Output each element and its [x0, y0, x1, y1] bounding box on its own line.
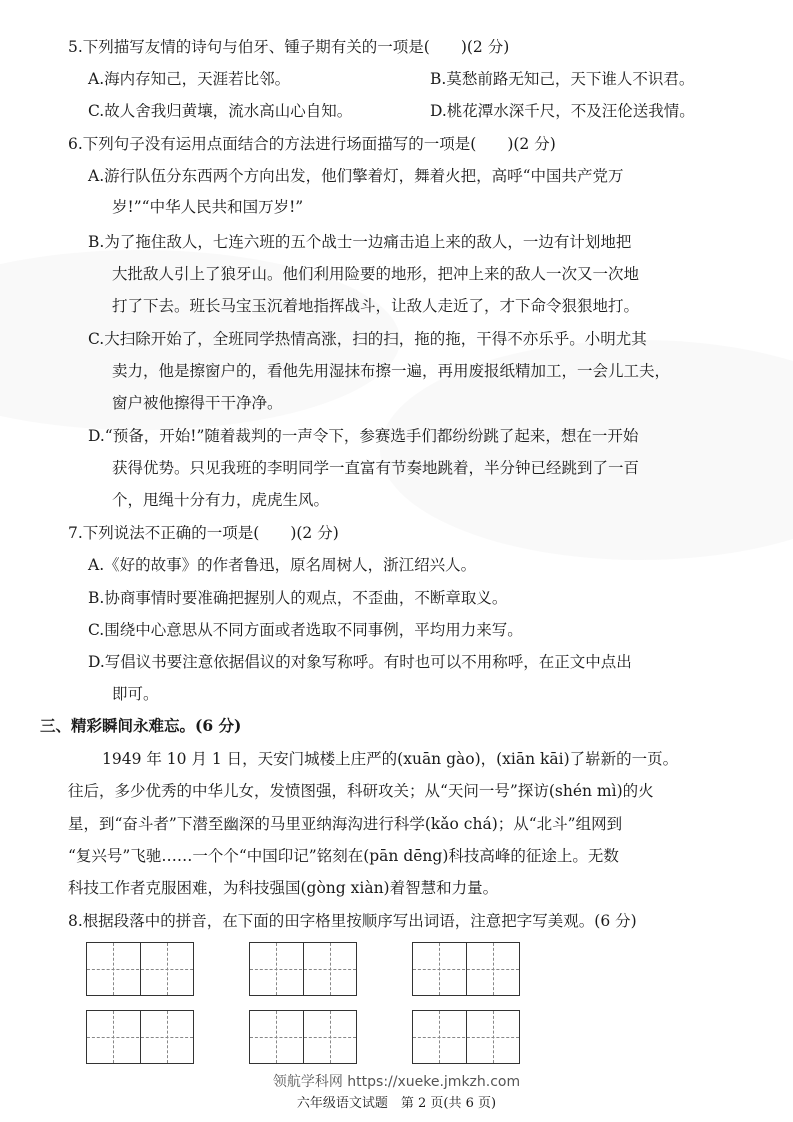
- question-6-option-line: C.大扫除开始了，全班同学热情高涨，扫的扫，拖的拖，干得不亦乐乎。小明尤其: [88, 330, 647, 348]
- question-7-option-line: 即可。: [112, 685, 159, 703]
- passage-line: 往后，多少优秀的中华儿女，发愤图强，科研攻关；从“天问一号”探访(shén mì)的火: [68, 782, 654, 800]
- question-6-option-line: B.为了拖住敌人，七连六班的五个战士一边痛击追上来的敌人，一边有计划地把: [88, 233, 632, 251]
- watermark: 领航学科网 https://xueke.jmkzh.com: [272, 1074, 521, 1090]
- writing-grid[interactable]: [86, 1010, 194, 1064]
- question-6-option-line: 大批敌人引上了狼牙山。他们利用险要的地形，把冲上来的敌人一次又一次地: [112, 265, 640, 283]
- question-5-option-a: A.海内存知己，天涯若比邻。: [88, 70, 291, 88]
- question-7-option-line: C.围绕中心意思从不同方面或者选取不同事例，平均用力来写。: [88, 621, 523, 639]
- question-6-option-line: 个，甩绳十分有力，虎虎生风。: [112, 491, 330, 509]
- section-3-title: 三、精彩瞬间永难忘。(6 分): [40, 716, 242, 735]
- question-6-option-line: 卖力，他是擦窗户的，看他先用湿抹布擦一遍，再用废报纸精加工，一会儿工夫，: [112, 362, 671, 380]
- question-7-option-line: D.写倡议书要注意依据倡议的对象写称呼。有时也可以不用称呼，在正文中点出: [88, 653, 632, 671]
- question-5-stem: 5.下列描写友情的诗句与伯牙、锺子期有关的一项是( )(2 分): [68, 38, 510, 56]
- writing-grid[interactable]: [412, 1010, 520, 1064]
- question-6-option-line: 打了下去。班长马宝玉沉着地指挥战斗，让敌人走近了，才下命令狠狠地打。: [112, 297, 640, 315]
- question-7-option-line: B.协商事情时要准确把握别人的观点，不歪曲，不断章取义。: [88, 589, 508, 607]
- question-5-option-c: C.故人舍我归黄壤，流水高山心自知。: [88, 102, 353, 120]
- question-7-option-line: A.《好的故事》的作者鲁迅，原名周树人，浙江绍兴人。: [88, 556, 477, 574]
- question-8-stem: 8.根据段落中的拼音，在下面的田字格里按顺序写出词语，注意把字写美观。(6 分): [68, 912, 637, 930]
- question-5-option-d: D.桃花潭水深千尺，不及汪伦送我情。: [430, 102, 695, 120]
- question-7-stem: 7.下列说法不正确的一项是( )(2 分): [68, 524, 339, 542]
- passage-line: “复兴号”飞驰……一个个“中国印记”铭刻在(pān dēng)科技高峰的征途上。无数: [68, 847, 619, 865]
- passage-line: 星，到“奋斗者”下潜至幽深的马里亚纳海沟进行科学(kǎo chá)；从“北斗”组网到: [68, 815, 623, 833]
- writing-grid[interactable]: [412, 942, 520, 996]
- question-6-option-line: D.“预备，开始!”随着裁判的一声令下，参赛选手们都纷纷跳了起来，想在一开始: [88, 427, 639, 445]
- passage-line: 科技工作者克服困难，为科技强国(gòng xiàn)着智慧和力量。: [68, 879, 499, 897]
- question-6-stem: 6.下列句子没有运用点面结合的方法进行场面描写的一项是( )(2 分): [68, 135, 556, 153]
- writing-grid[interactable]: [249, 942, 357, 996]
- passage-line: 1949 年 10 月 1 日，天安门城楼上庄严的(xuān gào)，(xiān kāi)了崭新的一页。: [102, 750, 679, 768]
- writing-grid[interactable]: [86, 942, 194, 996]
- question-6-option-line: A.游行队伍分东西两个方向出发，他们擎着灯，舞着火把，高呼“中国共产党万: [88, 167, 624, 185]
- page-footer: 六年级语文试题 第 2 页(共 6 页): [296, 1096, 497, 1111]
- question-6-option-line: 获得优势。只见我班的李明同学一直富有节奏地跳着，半分钟已经跳到了一百: [112, 459, 640, 477]
- writing-grid[interactable]: [249, 1010, 357, 1064]
- question-5-option-b: B.莫愁前路无知己，天下谁人不识君。: [430, 70, 695, 88]
- question-6-option-line: 岁!”“中华人民共和国万岁!”: [112, 198, 304, 216]
- question-6-option-line: 窗户被他擦得干干净净。: [112, 394, 283, 412]
